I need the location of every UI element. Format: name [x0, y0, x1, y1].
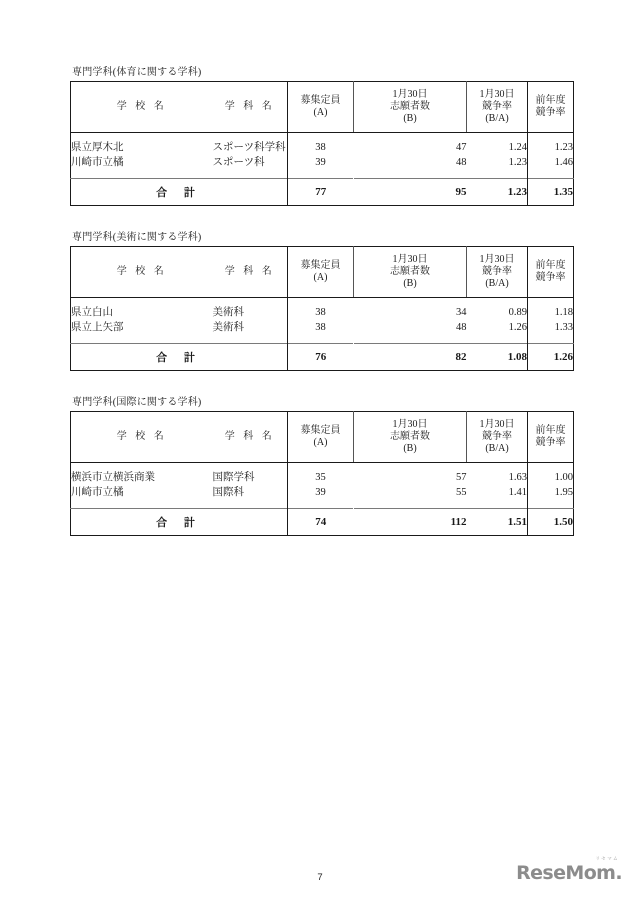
applicants-header-line-3: (B): [403, 113, 417, 124]
table-section-international: [70, 396, 573, 536]
cell-applicants: 48: [354, 320, 467, 344]
cell-department: 美術科: [213, 320, 288, 344]
prev-ratio-header-line-2: 競争率: [535, 437, 566, 448]
column-header-school: 学 校 名: [71, 247, 213, 298]
column-header-applicants: [354, 247, 467, 298]
total-applicants: 95: [354, 179, 467, 206]
cell-capacity: 39: [288, 155, 354, 179]
cell-ratio: 0.89: [467, 298, 528, 321]
prev-ratio-header-line-2: 競争率: [535, 107, 566, 118]
column-header-department: 学 科 名: [213, 247, 288, 298]
cell-school: 川崎市立橘: [71, 485, 213, 509]
cell-ratio: 1.26: [467, 320, 528, 344]
ratio-header-line-1: 1月30日: [479, 419, 515, 430]
cell-capacity: 38: [288, 298, 354, 321]
ratio-header-line-2: 競争率: [482, 431, 512, 442]
table-section-fine-arts: [70, 231, 573, 371]
column-header-ratio: [467, 412, 528, 463]
cell-capacity: 38: [288, 320, 354, 344]
applicants-header-line-1: 1月30日: [392, 89, 428, 100]
stats-table: [70, 246, 574, 371]
column-header-capacity: [288, 247, 354, 298]
column-header-previous-ratio: [528, 412, 574, 463]
cell-department: 国際科: [213, 485, 288, 509]
column-header-applicants: [354, 412, 467, 463]
table-row: [71, 155, 574, 179]
total-capacity: 77: [288, 179, 354, 206]
total-label: 合 計: [71, 509, 288, 536]
cell-department: スポーツ科: [213, 155, 288, 179]
column-header-school: 学 校 名: [71, 82, 213, 133]
table-header-row: [71, 247, 574, 298]
capacity-header-line-1: 募集定員: [300, 260, 341, 271]
applicants-header-line-2: 志願者数: [390, 266, 430, 277]
column-header-department: 学 科 名: [213, 82, 288, 133]
capacity-header-line-1: 募集定員: [300, 95, 341, 106]
ratio-header-line-1: 1月30日: [479, 254, 515, 265]
ratio-header-line-2: 競争率: [482, 101, 512, 112]
stats-table: [70, 81, 574, 206]
total-previous-ratio: 1.50: [528, 509, 574, 536]
ratio-header-line-1: 1月30日: [479, 89, 515, 100]
cell-applicants: 34: [354, 298, 467, 321]
total-capacity: 74: [288, 509, 354, 536]
applicants-header-line-1: 1月30日: [392, 254, 428, 265]
table-row: [71, 485, 574, 509]
table-caption: 専門学科(国際に関する学科): [72, 397, 202, 408]
prev-ratio-header-line-1: 前年度: [535, 95, 566, 106]
total-applicants: 112: [354, 509, 467, 536]
cell-previous-ratio: 1.18: [528, 298, 574, 321]
cell-previous-ratio: 1.33: [528, 320, 574, 344]
column-header-department: 学 科 名: [213, 412, 288, 463]
applicants-header-line-2: 志願者数: [390, 101, 430, 112]
cell-capacity: 38: [288, 133, 354, 156]
cell-previous-ratio: 1.46: [528, 155, 574, 179]
column-header-capacity: [288, 82, 354, 133]
cell-department: スポーツ科学科: [213, 133, 288, 156]
prev-ratio-header-line-2: 競争率: [535, 272, 566, 283]
cell-ratio: 1.23: [467, 155, 528, 179]
table-row: [71, 320, 574, 344]
applicants-header-line-1: 1月30日: [392, 419, 428, 430]
table-header-row: [71, 412, 574, 463]
brand-kana-label: リセマム: [595, 857, 619, 862]
table-row: [71, 133, 574, 156]
ratio-header-line-3: (B/A): [485, 278, 509, 289]
cell-school: 県立白山: [71, 298, 213, 321]
capacity-header-line-2: (A): [313, 107, 328, 118]
cell-previous-ratio: 1.95: [528, 485, 574, 509]
total-label: 合 計: [71, 179, 288, 206]
column-header-previous-ratio: [528, 247, 574, 298]
cell-applicants: 47: [354, 133, 467, 156]
cell-ratio: 1.41: [467, 485, 528, 509]
cell-ratio: 1.24: [467, 133, 528, 156]
table-section-physical-education: [70, 66, 573, 206]
cell-school: 横浜市立横浜商業: [71, 463, 213, 486]
capacity-header-line-1: 募集定員: [300, 425, 341, 436]
cell-capacity: 39: [288, 485, 354, 509]
cell-school: 川崎市立橘: [71, 155, 213, 179]
cell-school: 県立厚木北: [71, 133, 213, 156]
total-previous-ratio: 1.26: [528, 344, 574, 371]
column-header-ratio: [467, 82, 528, 133]
cell-applicants: 48: [354, 155, 467, 179]
total-ratio: 1.23: [467, 179, 528, 206]
applicants-header-line-3: (B): [403, 443, 417, 454]
cell-applicants: 57: [354, 463, 467, 486]
table-caption: 専門学科(美術に関する学科): [72, 232, 202, 243]
column-header-capacity: [288, 412, 354, 463]
ratio-header-line-2: 競争率: [482, 266, 512, 277]
table-row: [71, 298, 574, 321]
column-header-ratio: [467, 247, 528, 298]
total-applicants: 82: [354, 344, 467, 371]
applicants-header-line-3: (B): [403, 278, 417, 289]
cell-ratio: 1.63: [467, 463, 528, 486]
cell-department: 美術科: [213, 298, 288, 321]
page-number: 7: [317, 872, 323, 883]
ratio-header-line-3: (B/A): [485, 443, 509, 454]
column-header-previous-ratio: [528, 82, 574, 133]
capacity-header-line-2: (A): [313, 437, 328, 448]
total-label: 合 計: [71, 344, 288, 371]
table-header-row: [71, 82, 574, 133]
cell-previous-ratio: 1.00: [528, 463, 574, 486]
brand-wordmark: ReseMom.: [516, 861, 622, 884]
column-header-school: 学 校 名: [71, 412, 213, 463]
table-total-row: [71, 344, 574, 371]
resemom-logo: [516, 858, 622, 883]
column-header-applicants: [354, 82, 467, 133]
table-total-row: [71, 509, 574, 536]
total-ratio: 1.51: [467, 509, 528, 536]
cell-department: 国際学科: [213, 463, 288, 486]
capacity-header-line-2: (A): [313, 272, 328, 283]
cell-applicants: 55: [354, 485, 467, 509]
applicants-header-line-2: 志願者数: [390, 431, 430, 442]
table-caption: 専門学科(体育に関する学科): [72, 67, 202, 78]
cell-capacity: 35: [288, 463, 354, 486]
table-row: [71, 463, 574, 486]
cell-school: 県立上矢部: [71, 320, 213, 344]
total-capacity: 76: [288, 344, 354, 371]
table-total-row: [71, 179, 574, 206]
cell-previous-ratio: 1.23: [528, 133, 574, 156]
total-ratio: 1.08: [467, 344, 528, 371]
stats-table: [70, 411, 574, 536]
prev-ratio-header-line-1: 前年度: [535, 425, 566, 436]
total-previous-ratio: 1.35: [528, 179, 574, 206]
ratio-header-line-3: (B/A): [485, 113, 509, 124]
prev-ratio-header-line-1: 前年度: [535, 260, 566, 271]
